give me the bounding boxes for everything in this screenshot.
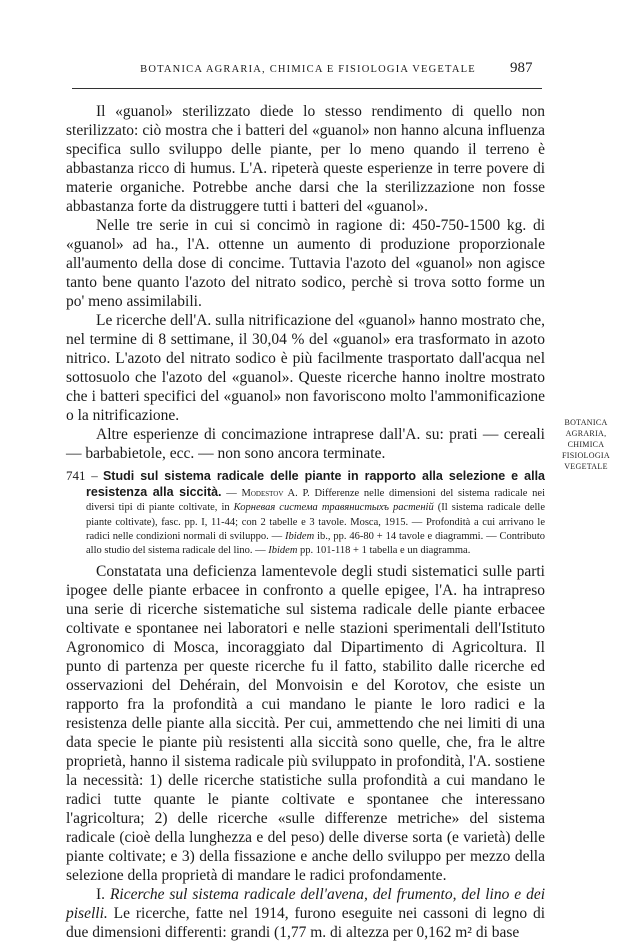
page-number: 987 bbox=[510, 60, 533, 76]
paragraph: Nelle tre serie in cui si concimò in ragione di: 450-750-1500 kg. di «guanol» ad ha., l'A. ottenne un aumento di produzione proporzionale all'aumento della dose di concime. Tuttavia l'azoto del «guanol» non agisce tanto bene quanto l'azoto del nitrato sodico, perchè si trova sotto forme un po' meno assimilabili. bbox=[66, 217, 545, 310]
main-text bbox=[66, 562, 545, 942]
page-body bbox=[66, 102, 545, 942]
entry-number: 741 – bbox=[66, 468, 98, 483]
running-header: BOTANICA AGRARIA, CHIMICA E FISIOLOGIA VEGETALE bbox=[140, 64, 476, 75]
entry-russian-title: Корневая система травянистыхъ растеній bbox=[233, 502, 434, 514]
entry-author: Modestov A. P. bbox=[241, 488, 310, 500]
header-rule bbox=[72, 88, 542, 89]
entry-ref: pp. 101-118 + 1 tabella e un diagramma. bbox=[297, 545, 471, 557]
margin-note: BOTANICA AGRARIA, CHIMICA FISIOLOGIA VEGETALE bbox=[562, 418, 610, 471]
paragraph: Il «guanol» sterilizzato diede lo stesso rendimento di quello non sterilizzato: ciò mostra che i batteri del «guanol» non hanno alcuna influenza specifica sullo sviluppo delle piante, per lo meno quando il terreno è abbastanza ricco di humus. L'A. ripeterà queste esperienze in terre povere di materie organiche. Potrebbe anche darsi che la sterilizzazione non fosse abbastanza forte da distruggere tutti i batteri del «guanol». bbox=[66, 103, 545, 215]
entry-ibidem: Ibidem bbox=[268, 545, 298, 557]
entry-ibidem: Ibidem bbox=[285, 530, 315, 542]
entry-ref: (Il sistema radicale delle piante coltivate), fasc. pp. I, 11-44; con 2 tabelle e 3 tavole. Mosca, 1915. — Profondità a cui arrivano le radici nelle condizioni normali di sviluppo. — bbox=[86, 502, 545, 542]
entry-title: Studi sul sistema radicale delle piante in rapporto alla selezione e alla resistenza alla siccità. bbox=[86, 469, 545, 500]
entry-ref: Differenze nelle dimensioni del sistema radicale nei diversi tipi di piante coltivate, in bbox=[86, 488, 546, 514]
bibliographic-entry bbox=[66, 469, 545, 558]
entry-ref: ib., pp. 46-80 + 14 tavole e diagrammi. — Contributo allo studio del sistema radicale del lino. — bbox=[86, 530, 545, 557]
paragraph: Altre esperienze di concimazione intraprese dall'A. su: prati — cereali — barbabietole, ecc. — non sono ancora terminate. bbox=[66, 426, 545, 462]
entry-dash: — bbox=[221, 488, 242, 500]
section-heading: Ricerche sul sistema radicale dell'avena, del frumento, del lino e dei piselli. bbox=[66, 886, 546, 923]
paragraph: Le ricerche dell'A. sulla nitrificazione del «guanol» hanno mostrato che, nel termine di 8 settimane, il 30,04 % del «guanol» era trasformato in azoto nitrico. L'azoto del nitrato sodico è più facilmente trasportato dall'acqua nel sottosuolo che l'azoto del «guanol». Queste ricerche hanno inoltre mostrato che i batteri specifici del «guanol» non favoriscono molto l'ammonificazione o la nitrificazione. bbox=[66, 312, 545, 424]
paragraph-section: I. Ricerche sul sistema radicale dell'avena, del frumento, del lino e dei piselli. Le ricerche, fatte nel 1914, furono eseguite nei cassoni di legno di due dimensioni differenti: grandi (1,77 m. di altezza per 0,162 m² di base bbox=[66, 886, 546, 942]
paragraph: Constatata una deficienza lamentevole degli studi sistematici sulle parti ipogee delle piante erbacee in confronto a quelle epigee, l'A. ha intrapreso una serie di ricerche sistematiche sul sistema radicale delle piante erbacee coltivate e spontanee nei laboratori e nelle stazioni sperimentali dell'Istituto Agronomico di Mosca, incoraggiato dal Dipartimento di Agricoltura. Il punto di partenza per queste ricerche fu il fatto, stabilito dalle ricerche ed osservazioni del Dehérain, del Monvoisin e del Korotov, che esiste un rapporto fra la profondità a cui mandano le piante le loro radici e la resistenza delle piante alla siccità. Per cui, ammettendo che nei limiti di una data specie le piante più resistenti alla siccità sono quelle, che, fra le altre proprietà, hanno il sistema radicale più sviluppato in profondità, l'A. sostiene la necessità: 1) delle ricerche statistiche sulla profondità a cui mandano le radici tutte quante le piante coltivate e spontanee che interessano l'agricoltura; 2) delle ricerche «sulle differenze metriche» del sistema radicale (cioè della lunghezza e del peso) delle diverse sorta (e varietà) delle piante coltivate; e 3) della fissazione e anche dello sviluppo per mezzo della selezione della proprietà di mandare le radici profondamente. bbox=[66, 563, 545, 885]
